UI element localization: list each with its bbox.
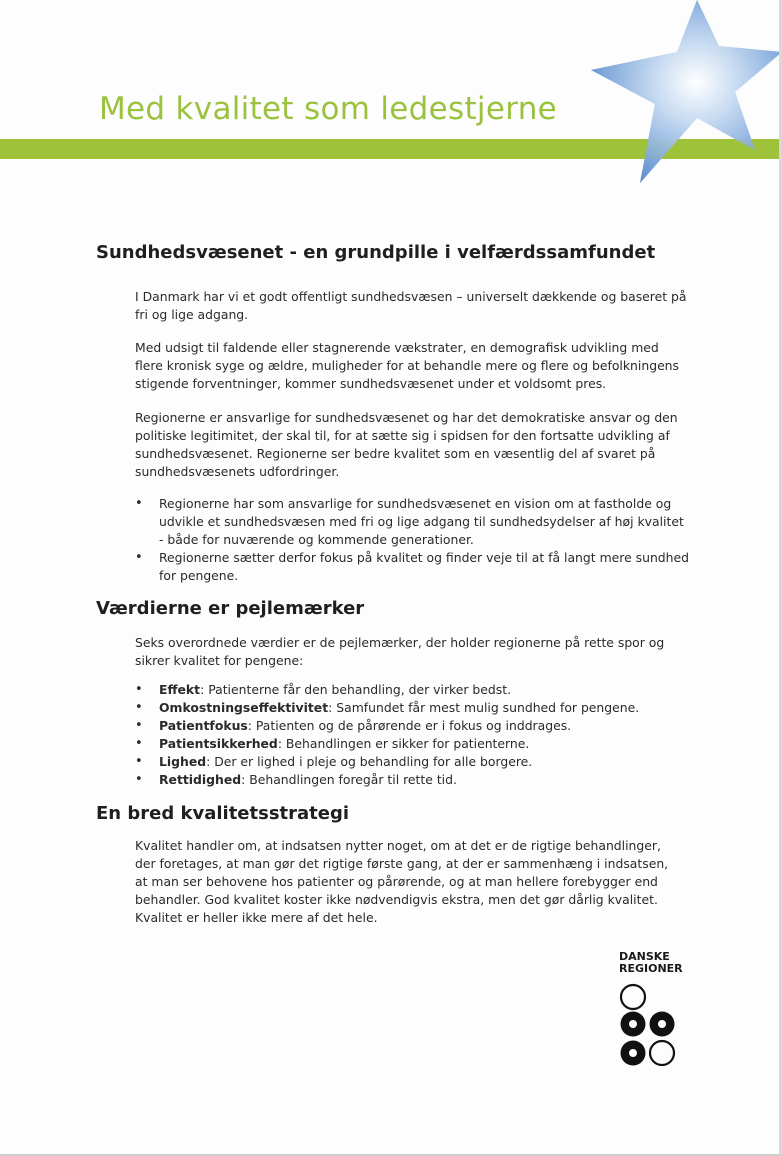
- paragraph: I Danmark har vi et godt offentligt sundhedsvæsen – universelt dækkende og baseret på fri og lige adgang.: [135, 289, 687, 322]
- value-text: : Samfundet får mest mulig sundhed for pengene.: [328, 700, 640, 715]
- value-text: : Patienten og de pårørende er i fokus og inddrages.: [247, 718, 572, 733]
- list-item: [135, 735, 695, 753]
- logo-circles-icon: [619, 983, 679, 1069]
- paragraph: Med udsigt til faldende eller stagnerende vækstrater, en demografisk udvikling med flere kronisk syge og ældre, muligheder for at behandle mere og flere og befolkningens stigende forventninger, kommer sundhedsvæsenet under et voldsomt pres.: [135, 340, 679, 391]
- value-term: Omkostningseffektivitet: [159, 700, 329, 715]
- list-item: [135, 681, 695, 699]
- value-term: Patientfokus: [159, 718, 248, 733]
- list-item: • Regionerne har som ansvarlige for sundhedsvæsenet en vision om at fastholde og udvikle et sundhedsvæsen med fri og lige adgang til sundhedsydelser af høj kvalitet - både for nuværende og kommende generationer.: [135, 495, 691, 549]
- value-term: Effekt: [159, 682, 201, 697]
- value-text: : Der er lighed i pleje og behandling for alle borgere.: [206, 754, 533, 769]
- section-heading-1: Sundhedsvæsenet - en grundpille i velfærdssamfundet: [96, 242, 656, 263]
- list-item: [135, 717, 695, 735]
- values-list: [135, 681, 695, 789]
- value-term: Patientsikkerhed: [159, 736, 278, 751]
- logo-line-1: DANSKE: [619, 950, 670, 963]
- value-term: Lighed: [159, 754, 207, 769]
- section-heading-2: Værdierne er pejlemærker: [96, 598, 365, 619]
- paragraph: Seks overordnede værdier er de pejlemærker, der holder regionerne på rette spor og sikrer kvalitet for pengene:: [135, 635, 665, 668]
- header-band: [0, 139, 782, 159]
- list-item: [135, 753, 695, 771]
- value-text: : Patienterne får den behandling, der virker bedst.: [200, 682, 512, 697]
- paragraph: Kvalitet handler om, at indsatsen nytter noget, om at det er de rigtige behandlinger, der foretages, at man gør det rigtige første gang, at der er sammenhæng i indsatsen, at man ser behovene hos patienter og pårørende, og at man hellere forebygger end behandler. God kvalitet koster ikke nødvendigvis ekstra, men det gør dårlig kvalitet. Kvalitet er heller ikke mere af det hele.: [135, 838, 669, 925]
- danske-regioner-logo: [619, 951, 684, 1069]
- value-text: : Behandlingen foregår til rette tid.: [241, 772, 457, 787]
- bullet-list: [135, 495, 691, 585]
- list-item: • Regionerne sætter derfor fokus på kvalitet og finder veje til at få langt mere sundhed for pengene.: [135, 549, 691, 585]
- section-heading-3: En bred kvalitetsstrategi: [96, 803, 350, 824]
- list-item: [135, 771, 695, 789]
- value-text: : Behandlingen er sikker for patienterne.: [277, 736, 530, 751]
- logo-line-2: REGIONER: [619, 962, 683, 975]
- list-item: [135, 699, 695, 717]
- page-title: Med kvalitet som ledestjerne: [99, 91, 558, 127]
- value-term: Rettidighed: [159, 772, 242, 787]
- paragraph: Regionerne er ansvarlige for sundhedsvæsenet og har det demokratiske ansvar og den politiske legitimitet, der skal til, for at sætte sig i spidsen for den fortsatte udvikling af sundhedsvæsenet. Regionerne ser bedre kvalitet som en væsentlig del af svaret på sundhedsvæsenets udfordringer.: [135, 410, 678, 479]
